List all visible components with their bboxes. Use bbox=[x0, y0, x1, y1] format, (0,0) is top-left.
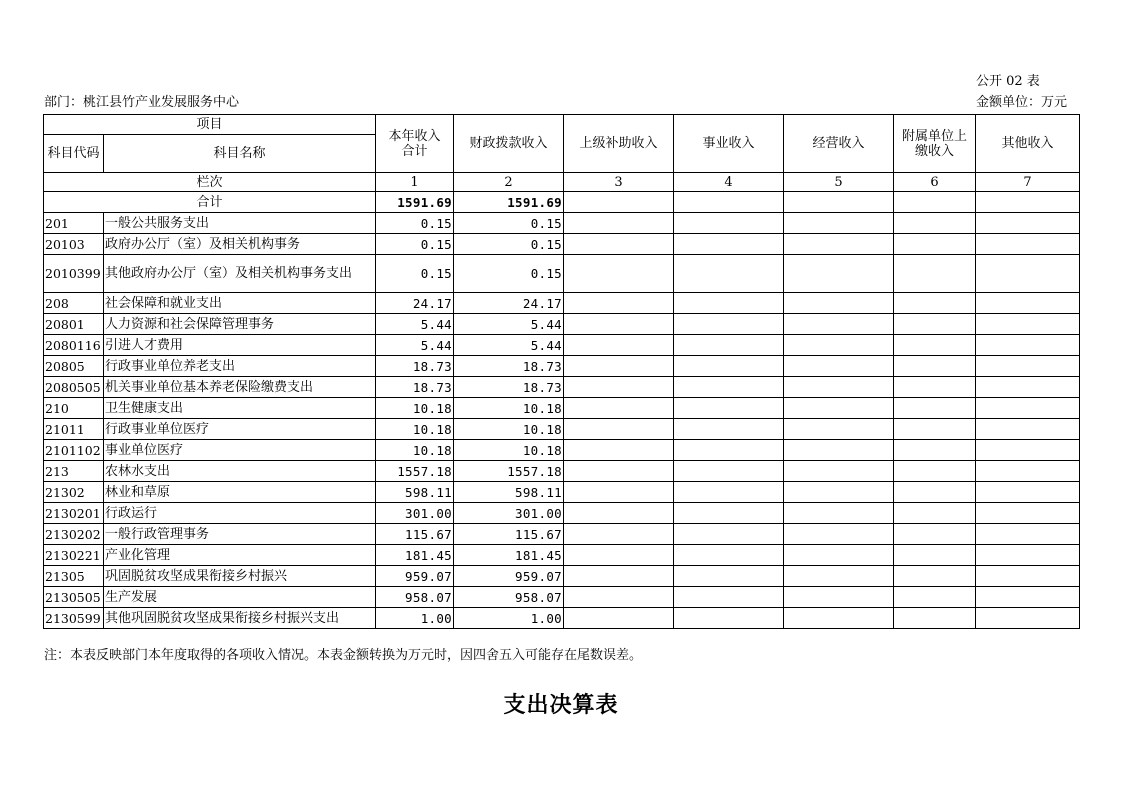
empty-cell bbox=[976, 545, 1080, 566]
empty-cell bbox=[564, 314, 674, 335]
table-row bbox=[44, 335, 1080, 356]
total-income-cell: 958.07 bbox=[376, 587, 454, 608]
amount-unit-label: 金额单位：万元 bbox=[976, 95, 1068, 110]
subject-name-cell: 引进人才费用 bbox=[104, 335, 376, 356]
total-income-cell: 0.15 bbox=[376, 234, 454, 255]
empty-cell bbox=[894, 293, 976, 314]
empty-cell bbox=[784, 608, 894, 629]
empty-cell bbox=[894, 587, 976, 608]
empty-cell bbox=[674, 335, 784, 356]
subject-name-cell: 社会保障和就业支出 bbox=[104, 293, 376, 314]
subject-name-cell: 巩固脱贫攻坚成果衔接乡村振兴 bbox=[104, 566, 376, 587]
empty-cell bbox=[784, 440, 894, 461]
subject-name-cell: 行政运行 bbox=[104, 503, 376, 524]
empty-cell bbox=[894, 419, 976, 440]
subject-code-cell: 208 bbox=[44, 293, 104, 314]
subject-name-cell: 卫生健康支出 bbox=[104, 398, 376, 419]
empty-cell bbox=[784, 255, 894, 293]
empty-cell bbox=[784, 335, 894, 356]
subject-code-cell: 2080505 bbox=[44, 377, 104, 398]
empty-cell bbox=[894, 482, 976, 503]
header-subject-code bbox=[44, 135, 104, 173]
header-operating-income: 经营收入 bbox=[784, 115, 894, 173]
subject-code-cell: 213 bbox=[44, 461, 104, 482]
empty-cell bbox=[564, 255, 674, 293]
header-business-income: 事业收入 bbox=[674, 115, 784, 173]
empty-cell bbox=[894, 356, 976, 377]
empty-cell bbox=[564, 608, 674, 629]
subject-code-cell: 2130201 bbox=[44, 503, 104, 524]
table-row bbox=[44, 255, 1080, 293]
empty-cell bbox=[976, 356, 1080, 377]
total-income-cell: 5.44 bbox=[376, 314, 454, 335]
empty-cell bbox=[674, 482, 784, 503]
fiscal-income-cell: 1557.18 bbox=[454, 461, 564, 482]
empty-cell bbox=[564, 356, 674, 377]
empty-cell bbox=[894, 566, 976, 587]
header-affiliate-income-label: 附属单位上缴收入 bbox=[901, 128, 967, 159]
empty-cell bbox=[674, 213, 784, 234]
index-cell: 1 bbox=[376, 173, 454, 192]
subject-code-cell: 2130599 bbox=[44, 608, 104, 629]
table-row bbox=[44, 213, 1080, 234]
empty-cell bbox=[976, 482, 1080, 503]
table-row bbox=[44, 503, 1080, 524]
empty-cell bbox=[784, 192, 894, 213]
empty-cell bbox=[976, 608, 1080, 629]
total-income-cell: 10.18 bbox=[376, 419, 454, 440]
fiscal-income-cell: 0.15 bbox=[454, 255, 564, 293]
empty-cell bbox=[674, 377, 784, 398]
fiscal-income-cell: 10.18 bbox=[454, 440, 564, 461]
fiscal-income-cell: 181.45 bbox=[454, 545, 564, 566]
empty-cell bbox=[564, 398, 674, 419]
empty-cell bbox=[784, 545, 894, 566]
empty-cell bbox=[564, 545, 674, 566]
subject-name-cell: 林业和草原 bbox=[104, 482, 376, 503]
empty-cell bbox=[564, 524, 674, 545]
empty-cell bbox=[894, 608, 976, 629]
empty-cell bbox=[784, 356, 894, 377]
index-cell: 4 bbox=[674, 173, 784, 192]
table-row bbox=[44, 356, 1080, 377]
empty-cell bbox=[784, 314, 894, 335]
empty-cell bbox=[894, 377, 976, 398]
fiscal-income-cell: 0.15 bbox=[454, 234, 564, 255]
index-cell: 5 bbox=[784, 173, 894, 192]
form-code: 公开 02 表 bbox=[976, 74, 1040, 89]
empty-cell bbox=[976, 293, 1080, 314]
table-row bbox=[44, 524, 1080, 545]
total-income-cell: 0.15 bbox=[376, 255, 454, 293]
subject-code-cell: 2130202 bbox=[44, 524, 104, 545]
empty-cell bbox=[674, 398, 784, 419]
subject-name-cell: 事业单位医疗 bbox=[104, 440, 376, 461]
empty-cell bbox=[674, 419, 784, 440]
empty-cell bbox=[976, 419, 1080, 440]
empty-cell bbox=[784, 419, 894, 440]
total-row-income: 1591.69 bbox=[376, 192, 454, 213]
table-row bbox=[44, 314, 1080, 335]
fiscal-income-cell: 10.18 bbox=[454, 398, 564, 419]
empty-cell bbox=[784, 524, 894, 545]
table-row bbox=[44, 377, 1080, 398]
empty-cell bbox=[674, 234, 784, 255]
header-fiscal-income: 财政拨款收入 bbox=[454, 115, 564, 173]
empty-cell bbox=[564, 293, 674, 314]
empty-cell bbox=[976, 461, 1080, 482]
total-income-cell: 181.45 bbox=[376, 545, 454, 566]
index-cell: 6 bbox=[894, 173, 976, 192]
row-index-label: 栏次 bbox=[44, 173, 376, 192]
empty-cell bbox=[674, 255, 784, 293]
fiscal-income-cell: 115.67 bbox=[454, 524, 564, 545]
empty-cell bbox=[894, 398, 976, 419]
fiscal-income-cell: 5.44 bbox=[454, 335, 564, 356]
total-income-cell: 301.00 bbox=[376, 503, 454, 524]
subject-code-cell: 2130221 bbox=[44, 545, 104, 566]
subject-code-cell: 21302 bbox=[44, 482, 104, 503]
table-row bbox=[44, 440, 1080, 461]
empty-cell bbox=[976, 587, 1080, 608]
empty-cell bbox=[674, 545, 784, 566]
subject-name-cell: 其他政府办公厅（室）及相关机构事务支出 bbox=[104, 255, 376, 293]
empty-cell bbox=[674, 356, 784, 377]
total-income-cell: 18.73 bbox=[376, 356, 454, 377]
total-income-cell: 598.11 bbox=[376, 482, 454, 503]
header-other-income: 其他收入 bbox=[976, 115, 1080, 173]
empty-cell bbox=[894, 335, 976, 356]
empty-cell bbox=[976, 192, 1080, 213]
empty-cell bbox=[784, 461, 894, 482]
index-cell: 2 bbox=[454, 173, 564, 192]
empty-cell bbox=[976, 566, 1080, 587]
total-income-cell: 1557.18 bbox=[376, 461, 454, 482]
header-project: 项目 bbox=[44, 115, 376, 135]
subject-code-cell: 2010399 bbox=[44, 255, 104, 293]
fiscal-income-cell: 10.18 bbox=[454, 419, 564, 440]
total-income-cell: 10.18 bbox=[376, 398, 454, 419]
subject-code-cell: 2101102 bbox=[44, 440, 104, 461]
empty-cell bbox=[894, 234, 976, 255]
empty-cell bbox=[564, 377, 674, 398]
subject-code-cell: 201 bbox=[44, 213, 104, 234]
index-cell: 3 bbox=[564, 173, 674, 192]
empty-cell bbox=[894, 524, 976, 545]
subject-code-cell: 21011 bbox=[44, 419, 104, 440]
fiscal-income-cell: 0.15 bbox=[454, 213, 564, 234]
header-subject-code-label: 科目代码 bbox=[47, 146, 100, 161]
empty-cell bbox=[784, 503, 894, 524]
empty-cell bbox=[894, 213, 976, 234]
empty-cell bbox=[784, 587, 894, 608]
subject-code-cell: 20805 bbox=[44, 356, 104, 377]
header-total-income-label: 本年收入合计 bbox=[388, 128, 441, 159]
empty-cell bbox=[976, 335, 1080, 356]
empty-cell bbox=[564, 566, 674, 587]
subject-name-cell: 行政事业单位医疗 bbox=[104, 419, 376, 440]
table-row bbox=[44, 234, 1080, 255]
fiscal-income-cell: 598.11 bbox=[454, 482, 564, 503]
income-final-accounts-table bbox=[43, 114, 1080, 629]
subject-name-cell: 农林水支出 bbox=[104, 461, 376, 482]
subject-name-cell: 机关事业单位基本养老保险缴费支出 bbox=[104, 377, 376, 398]
empty-cell bbox=[564, 461, 674, 482]
empty-cell bbox=[564, 335, 674, 356]
empty-cell bbox=[894, 503, 976, 524]
empty-cell bbox=[784, 482, 894, 503]
table-row bbox=[44, 587, 1080, 608]
total-income-cell: 959.07 bbox=[376, 566, 454, 587]
department-label: 部门：桃江县竹产业发展服务中心 bbox=[44, 95, 240, 110]
total-income-cell: 24.17 bbox=[376, 293, 454, 314]
empty-cell bbox=[674, 293, 784, 314]
empty-cell bbox=[976, 377, 1080, 398]
empty-cell bbox=[674, 608, 784, 629]
table-row bbox=[44, 545, 1080, 566]
empty-cell bbox=[894, 192, 976, 213]
empty-cell bbox=[894, 545, 976, 566]
table-row bbox=[44, 461, 1080, 482]
table-row bbox=[44, 566, 1080, 587]
empty-cell bbox=[674, 587, 784, 608]
subject-name-cell: 其他巩固脱贫攻坚成果衔接乡村振兴支出 bbox=[104, 608, 376, 629]
subject-code-cell: 2130505 bbox=[44, 587, 104, 608]
fiscal-income-cell: 24.17 bbox=[454, 293, 564, 314]
empty-cell bbox=[564, 213, 674, 234]
fiscal-income-cell: 1.00 bbox=[454, 608, 564, 629]
empty-cell bbox=[674, 566, 784, 587]
table-row bbox=[44, 398, 1080, 419]
empty-cell bbox=[784, 398, 894, 419]
empty-cell bbox=[784, 377, 894, 398]
subject-name-cell: 人力资源和社会保障管理事务 bbox=[104, 314, 376, 335]
table-note: 注：本表反映部门本年度取得的各项收入情况。本表金额转换为万元时，因四舍五入可能存在尾数误差。 bbox=[44, 648, 643, 663]
index-cell: 7 bbox=[976, 173, 1080, 192]
subject-code-cell: 21305 bbox=[44, 566, 104, 587]
empty-cell bbox=[784, 566, 894, 587]
empty-cell bbox=[564, 419, 674, 440]
total-row-fiscal: 1591.69 bbox=[454, 192, 564, 213]
empty-cell bbox=[674, 314, 784, 335]
empty-cell bbox=[674, 461, 784, 482]
table-row bbox=[44, 608, 1080, 629]
header-subject-name: 科目名称 bbox=[104, 135, 376, 173]
total-income-cell: 115.67 bbox=[376, 524, 454, 545]
total-income-cell: 10.18 bbox=[376, 440, 454, 461]
fiscal-income-cell: 959.07 bbox=[454, 566, 564, 587]
total-income-cell: 5.44 bbox=[376, 335, 454, 356]
empty-cell bbox=[674, 503, 784, 524]
empty-cell bbox=[784, 213, 894, 234]
header-superior-subsidy: 上级补助收入 bbox=[564, 115, 674, 173]
empty-cell bbox=[674, 524, 784, 545]
empty-cell bbox=[976, 524, 1080, 545]
empty-cell bbox=[674, 440, 784, 461]
empty-cell bbox=[976, 255, 1080, 293]
fiscal-income-cell: 301.00 bbox=[454, 503, 564, 524]
empty-cell bbox=[564, 234, 674, 255]
empty-cell bbox=[894, 440, 976, 461]
header-affiliate-income bbox=[894, 115, 976, 173]
table-row bbox=[44, 419, 1080, 440]
empty-cell bbox=[894, 255, 976, 293]
empty-cell bbox=[564, 482, 674, 503]
subject-name-cell: 行政事业单位养老支出 bbox=[104, 356, 376, 377]
empty-cell bbox=[564, 587, 674, 608]
subject-name-cell: 一般行政管理事务 bbox=[104, 524, 376, 545]
empty-cell bbox=[976, 440, 1080, 461]
table-body bbox=[44, 213, 1080, 629]
total-income-cell: 0.15 bbox=[376, 213, 454, 234]
empty-cell bbox=[976, 213, 1080, 234]
empty-cell bbox=[976, 314, 1080, 335]
subject-code-cell: 210 bbox=[44, 398, 104, 419]
subject-name-cell: 政府办公厅（室）及相关机构事务 bbox=[104, 234, 376, 255]
table-row bbox=[44, 482, 1080, 503]
fiscal-income-cell: 5.44 bbox=[454, 314, 564, 335]
empty-cell bbox=[674, 192, 784, 213]
empty-cell bbox=[784, 234, 894, 255]
fiscal-income-cell: 958.07 bbox=[454, 587, 564, 608]
empty-cell bbox=[564, 192, 674, 213]
total-income-cell: 1.00 bbox=[376, 608, 454, 629]
subject-name-cell: 一般公共服务支出 bbox=[104, 213, 376, 234]
subject-code-cell: 20801 bbox=[44, 314, 104, 335]
fiscal-income-cell: 18.73 bbox=[454, 377, 564, 398]
total-income-cell: 18.73 bbox=[376, 377, 454, 398]
empty-cell bbox=[976, 398, 1080, 419]
fiscal-income-cell: 18.73 bbox=[454, 356, 564, 377]
empty-cell bbox=[784, 293, 894, 314]
empty-cell bbox=[894, 314, 976, 335]
total-row-label: 合计 bbox=[44, 192, 376, 213]
next-section-title: 支出决算表 bbox=[503, 693, 619, 718]
subject-code-cell: 2080116 bbox=[44, 335, 104, 356]
empty-cell bbox=[564, 440, 674, 461]
empty-cell bbox=[976, 503, 1080, 524]
empty-cell bbox=[976, 234, 1080, 255]
subject-name-cell: 生产发展 bbox=[104, 587, 376, 608]
empty-cell bbox=[894, 461, 976, 482]
subject-name-cell: 产业化管理 bbox=[104, 545, 376, 566]
header-total-income bbox=[376, 115, 454, 173]
empty-cell bbox=[564, 503, 674, 524]
table-row bbox=[44, 293, 1080, 314]
subject-code-cell: 20103 bbox=[44, 234, 104, 255]
